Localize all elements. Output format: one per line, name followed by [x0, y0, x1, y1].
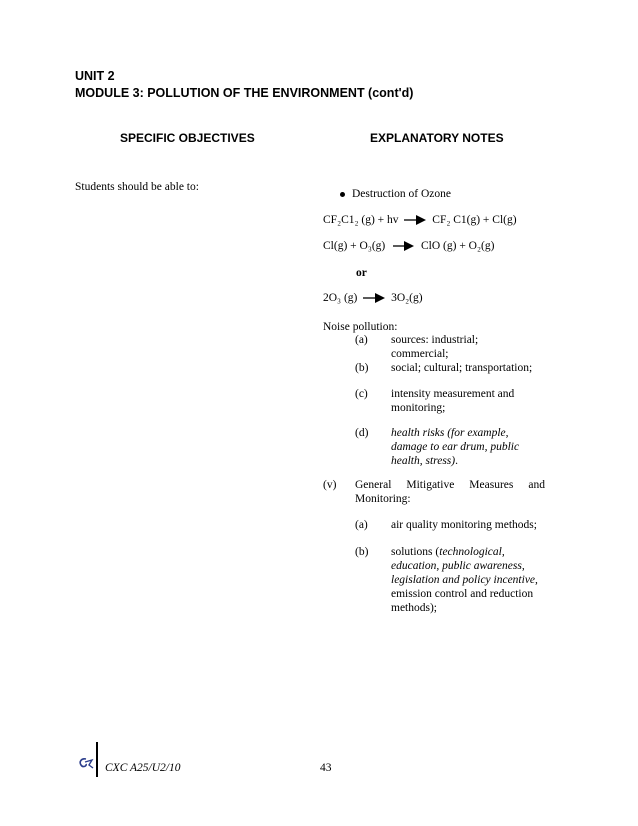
equation-3-products: 3O₂(g) [391, 292, 423, 304]
module-title: MODULE 3: POLLUTION OF THE ENVIRONMENT (cont'd) [75, 86, 414, 100]
section-v-item-b-label: (b) [355, 546, 369, 558]
section-v-item-b-line3: legislation and policy incentive, [391, 574, 538, 586]
specific-objectives-heading: SPECIFIC OBJECTIVES [120, 131, 255, 145]
unit-heading [75, 68, 413, 102]
section-v-line2: Monitoring: [355, 493, 411, 505]
noise-item-a-label: (a) [355, 334, 368, 346]
cxc-logo-icon [78, 757, 94, 769]
section-v-item-b-line5: methods); [391, 602, 437, 614]
noise-item-a-text [391, 333, 478, 361]
section-v-item-b-prefix: solutions ( [391, 546, 440, 558]
noise-item-d-text [391, 426, 519, 468]
page-number: 43 [320, 762, 332, 774]
section-v-label: (v) [323, 479, 337, 491]
ozone-bullet-text: Destruction of Ozone [352, 188, 451, 200]
section-v-item-b-line4: emission control and reduction [391, 588, 534, 600]
unit-title: UNIT 2 [75, 69, 115, 83]
arrow-right-icon [404, 215, 426, 225]
ozone-bullet [340, 187, 451, 201]
noise-item-d-line2: damage to ear drum, public [391, 441, 520, 453]
section-v-item-b-line2: education, public awareness, [391, 560, 525, 572]
footer-divider [96, 742, 98, 777]
noise-item-d-line3-wrap [391, 454, 519, 468]
section-v-item-b-text [391, 545, 538, 615]
equation-3-reactants: 2O₃ (g) [323, 292, 358, 304]
noise-item-c-line2: monitoring; [391, 402, 446, 414]
footer-code: CXC A25/U2/10 [105, 762, 181, 774]
noise-item-d-line3: health, stress) [391, 455, 456, 467]
section-v-word3: Measures [469, 479, 514, 491]
equation-2-reactants: Cl(g) + O₃(g) [323, 240, 386, 252]
noise-pollution-title: Noise pollution: [323, 321, 398, 333]
intro-text: Students should be able to: [75, 181, 199, 193]
bullet-icon [340, 192, 345, 197]
noise-item-c-text [391, 387, 514, 415]
equation-2 [323, 239, 494, 253]
section-v-word2: Mitigative [406, 479, 455, 491]
noise-item-d-label: (d) [355, 427, 369, 439]
equation-1 [323, 213, 517, 227]
section-v-word4: and [528, 479, 545, 491]
equation-3 [323, 291, 423, 305]
section-v-line1 [355, 478, 545, 492]
equation-1-reactants: CF₂C1₂ (g) + hv [323, 214, 399, 226]
section-v-word1: General [355, 479, 392, 491]
section-v-item-a-label: (a) [355, 519, 368, 531]
noise-item-c-line1: intensity measurement and [391, 388, 515, 400]
equation-2-products: ClO (g) + O₂(g) [420, 240, 495, 252]
arrow-right-icon [391, 241, 415, 251]
noise-item-a-line2: commercial; [391, 348, 449, 360]
noise-item-c-label: (c) [355, 388, 368, 400]
arrow-right-icon [363, 293, 385, 303]
section-v-item-a-text: air quality monitoring methods; [391, 519, 537, 531]
noise-item-d-line1: health risks (for example, [391, 427, 509, 439]
explanatory-notes-heading: EXPLANATORY NOTES [370, 131, 504, 145]
section-v-item-b-ital: technological, [439, 546, 505, 558]
equation-1-products: CF₂ C1(g) + Cl(g) [432, 214, 517, 226]
or-text: or [356, 267, 367, 279]
section-v-item-b-line1 [391, 545, 538, 559]
noise-item-b-text: social; cultural; transportation; [391, 362, 533, 374]
noise-item-d-period: . [455, 455, 458, 467]
noise-item-b-label: (b) [355, 362, 369, 374]
noise-item-a-line1: sources: industrial; [391, 334, 479, 346]
